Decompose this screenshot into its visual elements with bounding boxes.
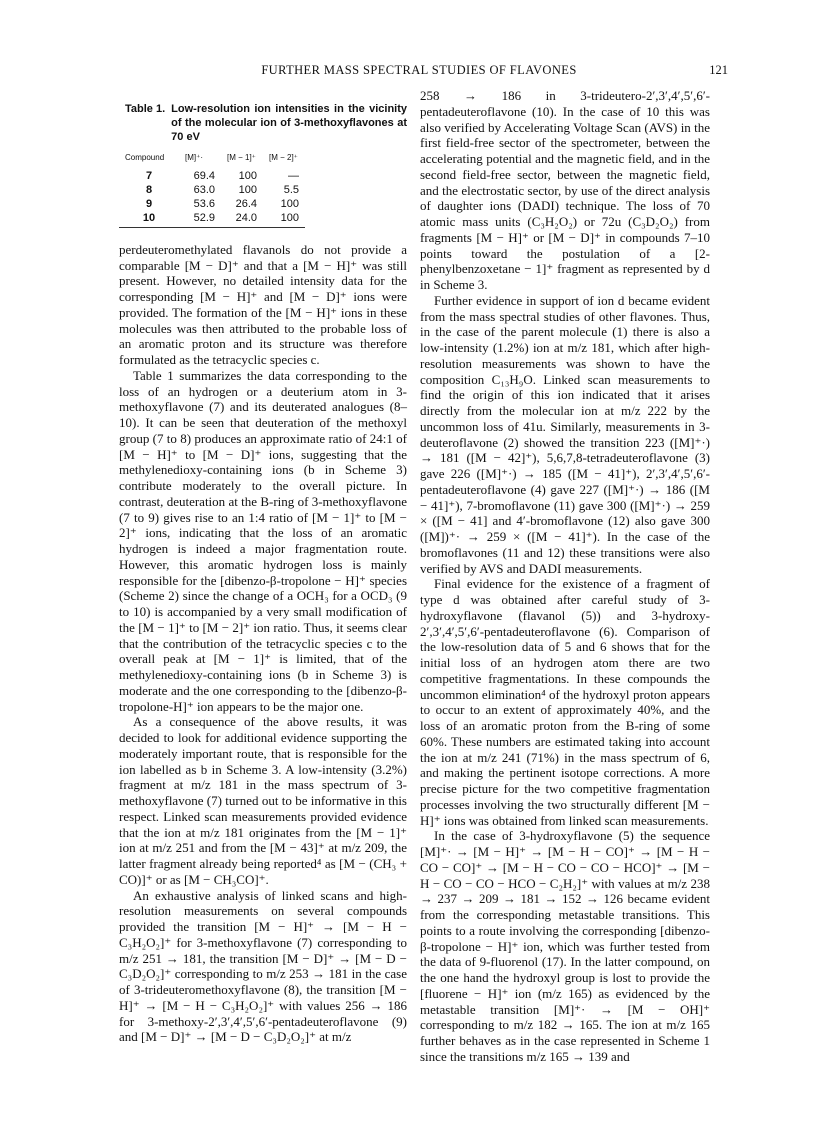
- paragraph: In the case of 3-hydroxyflavone (5) the sequence [M]⁺· → [M − H]⁺ → [M − H − CO]⁺ → [M − H − CO − CO]⁺ → [M − H − CO − CO − HCO]⁺ → [M − H − CO − CO − HCO − C₂H₂]⁺ with values at m/z 238 → 237 → 209 → 181 → 152 → 126 became evident from the corresponding metastable transitions. This points to a route involving the corresponding [dibenzo-β-tropolone − H]⁺ ion, which was further tested from the data of 9-fluorenol (17). In the latter compound, on the one hand the hydroxyl group is lost to provide the [fluorene − H]⁺ ion (m/z 165) as evidenced by the metastable transition [M]⁺· → [M − OH]⁺ corresponding to m/z 182 → 165. The ion at m/z 165 further behaves as in the case represented in Scheme 1 since the transitions m/z 165 → 139 and: [420, 828, 710, 1064]
- page-number: 121: [709, 63, 728, 77]
- column-header: Compound: [125, 153, 165, 162]
- paragraph: 258 → 186 in 3-trideutero-2′,3′,4′,5′,6′-pentadeuteroflavone (10). In the case of 10 this was also verified by Accelerating Voltage Scan (AVS) in the first field-free sector of the spectrometer, between the accelerating potential and the magnetic field, and in the second field-free sector, between the magnetic field, and the electrostatic sector, by use of the direct analysis of daughter ions (DADI) technique. The loss of 70 atomic mass units (C₃H₂O₂) or 72u (C₃D₂O₂) from fragments [M − H]⁺ or [M − D]⁺ in compounds 7–10 points toward the postulation of a [2-phenylbenzoxetane − 1]⁺ fragment as represented by d in Scheme 3.: [420, 88, 710, 292]
- table-cell: 63.0: [193, 183, 215, 196]
- paragraph: Table 1 summarizes the data corresponding to the loss of an hydrogen or a deuterium atom in 3-methoxyflavone (7) and its deuterated analogues (8–10). It can be seen that deuteration of the methoxyl group (7 to 8) produces an approximate ratio of 24:1 of [M − H]⁺ to [M − D]⁺ ions, suggesting that the methylenedioxy-containing ions (b in Scheme 3) contribute moderately to the overall picture. In contrast, deuteration at the B-ring of 3-methoxyflavone (7 to 9) gives rise to an 1:4 ratio of [M − 1]⁺ to [M − 2]⁺ ions, indicating that the loss of an aromatic hydrogen is indeed a major fragmentation route. However, this aromatic hydrogen loss is mainly responsible for the [dibenzo-β-tropolone − H]⁺ species (Scheme 2) since the change of a OCH₃ for a OCD₃ (9 to 10) is accompanied by a very small modification of the [M − 1]⁺ to [M − 2]⁺ ion ratio. Thus, it seems clear that the contribution of the tetracyclic species c to the overall peak at [M − 1]⁺ is limited, that of the methylenedioxy-containing ions (b in Scheme 3) is moderate and the one corresponding to the [dibenzo-β-tropolone-H]⁺ ion appears to be the major one.: [119, 367, 407, 714]
- table-cell: 10: [119, 211, 179, 228]
- column-header: [M]⁺·: [185, 153, 203, 162]
- left-column: [119, 88, 407, 1045]
- paragraph: As a consequence of the above results, it was decided to look for additional evidence supporting the moderately important route, that is responsible for the ion labelled as b in Scheme 3. A low-intensity (3.2%) fragment at m/z 181 in the mass spectrum of 3-methoxyflavone (7) turned out to be informative in this respect. Linked scan measurements provided evidence that the ion at m/z 181 originates from the [M − 1]⁺ ion at m/z 251 and from the [M − 43]⁺ at m/z 209, the latter fragment already being reported⁴ as [M − (CH₃ + CO)]⁺ or as [M − CH₃CO]⁺.: [119, 714, 407, 887]
- table-row: [119, 183, 305, 197]
- paragraph: Final evidence for the existence of a fragment of type d was obtained after careful study of 3-hydroxyflavone (flavanol (5)) and 3-hydroxy-2′,3′,4′,5′,6′-pentadeuteroflavone (6). Comparison of the low-resolution data of 5 and 6 shows that for the initial loss of an hydrogen atom there are two competitive fragmentations. In these compounds the uncommon elimination⁴ of the hydroxyl proton appears to occur to an extent of approximately 40%, and the loss of an aromatic proton from the B-ring of some 60%. These numbers are estimated taking into account the ion at m/z 241 (71%) in the mass spectrum of 6, and making the pertinent isotope corrections. A more precise picture for the two competitive fragmentation processes involving the two structurally different [M − H]⁺ ions was obtained from linked scan measurements.: [420, 576, 710, 828]
- paragraph: perdeuteromethylated flavanols do not provide a comparable [M − D]⁺ and that a [M − H]⁺ was still present. However, no detailed intensity data for the corresponding [M − H]⁺ and [M − D]⁺ ions were provided. The formation of the [M − H]⁺ ions in these molecules was then attributed to the probable loss of an aromatic proton and its structure was therefore formulated as the tetracyclic species c.: [119, 241, 407, 367]
- table-1: [119, 102, 407, 228]
- table-cell: 5.5: [283, 183, 299, 196]
- table-cell: 100: [238, 183, 257, 196]
- table-row: [119, 211, 305, 228]
- table-cell: 53.6: [193, 197, 215, 210]
- paragraph: An exhaustive analysis of linked scans and high-resolution measurements on several compounds provided the transition [M − H]⁺ → [M − H − C₃H₂O₂]⁺ for 3-methoxyflavone (7) corresponding to m/z 251 → 181, the transition [M − D]⁺ → [M − D − C₃D₂O₂]⁺ corresponding to m/z 253 → 181 in the case of 3-trideuteromethoxyflavone (8), the transition [M − H]⁺ → [M − H − C₃H₂O₂]⁺ with values 256 → 186 for 3-methoxy-2′,3′,4′,5′,6′-pentadeuteroflavone (9) and [M − D]⁺ → [M − D − C₃D₂O₂]⁺ at m/z: [119, 887, 407, 1045]
- table-cell: 26.4: [235, 197, 257, 210]
- paragraph: Further evidence in support of ion d became evident from the mass spectral studies of other flavones. Thus, in the case of the parent molecule (1) there is also a low-intensity (1.2%) ion at m/z 181, which after high-resolution measurements was shown to have the composition C₁₃H₉O. Linked scan measurements to find the origin of this ion indicated that it arises directly from the molecular ion at m/z 222 by the uncommon loss of 41u. Similarly, measurements in 3-deuteroflavone (2) showed the transition 223 ([M]⁺·) → 181 ([M − 42]⁺), 5,6,7,8-tetradeuteroflavone (3) gave 226 ([M]⁺·) → 185 ([M − 41]⁺), 2′,3′,4′,5′,6′-pentadeuteroflavone (4) gave 227 ([M]⁺·) → 186 ([M − 41]⁺), 7-bromoflavone (11) gave 300 ([M]⁺·) → 259 × ([M − 41] and 4′-bromoflavone (12) also gave 300 ([M])⁺· → 259 × ([M − 41]⁺). In the case of the bromoflavones (11 and 12) these transitions were also verified by AVS and DADI measurements.: [420, 292, 710, 576]
- table-cell: 100: [280, 197, 299, 210]
- table-cell: 100: [263, 211, 305, 228]
- table-label: Table 1.: [125, 103, 166, 115]
- table-cell: 8: [145, 183, 153, 196]
- table-cell: 69.4: [193, 169, 215, 182]
- table-cell: —: [288, 169, 299, 182]
- table-cell: 9: [145, 197, 153, 210]
- table-cell: 24.0: [221, 211, 263, 228]
- table-row: [119, 197, 305, 211]
- running-head: FURTHER MASS SPECTRAL STUDIES OF FLAVONES: [261, 63, 577, 77]
- ion-intensity-table: [119, 150, 305, 228]
- table-caption: [125, 102, 407, 144]
- column-header: [M − 1]⁺: [227, 153, 256, 162]
- table-cell: 100: [238, 169, 257, 182]
- right-column: [420, 88, 710, 1065]
- table-row: [119, 169, 305, 183]
- table-cell: 7: [145, 169, 153, 182]
- column-header: [M − 2]⁺: [269, 153, 298, 162]
- table-cell: 52.9: [179, 211, 221, 228]
- table-caption-text: Low-resolution ion intensities in the vicinity of the molecular ion of 3-methoxyflavones at 70 eV: [171, 103, 407, 143]
